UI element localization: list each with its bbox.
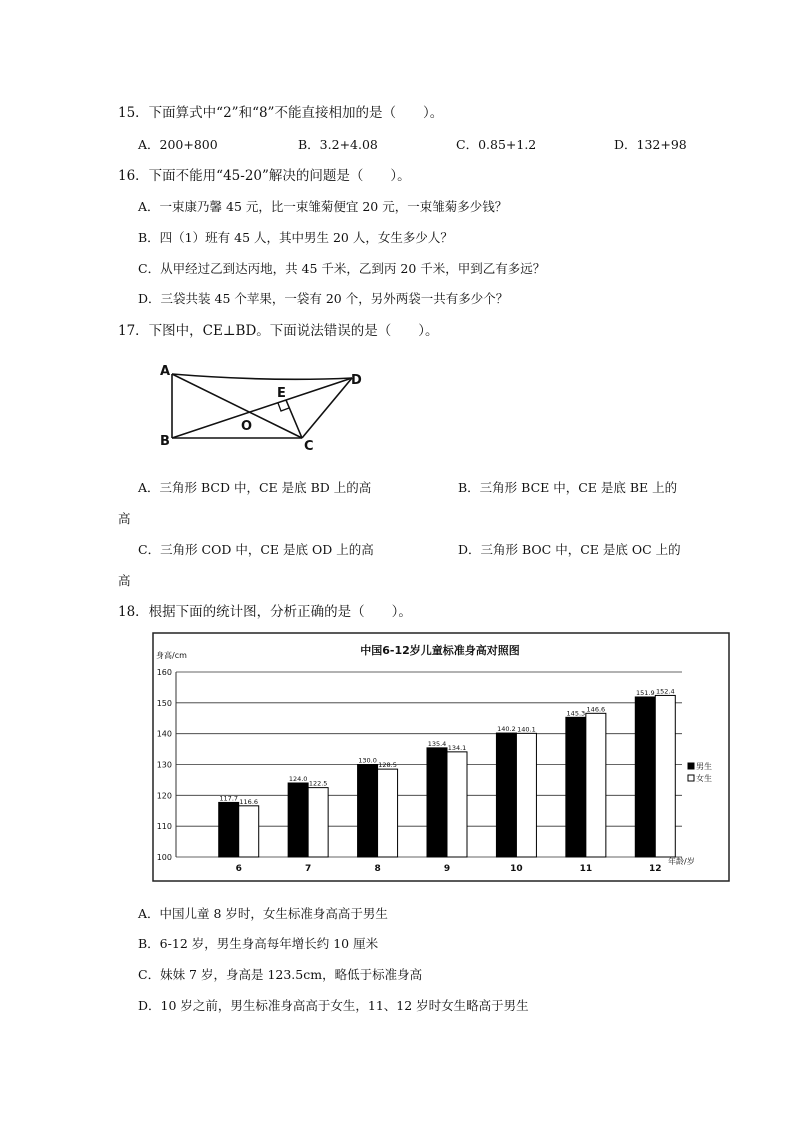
q17-option-b[interactable]: B．三角形 BCE 中，CE 是底 BE 上的 xyxy=(458,480,678,495)
legend-swatch-girls xyxy=(688,775,694,781)
bar-boys-12 xyxy=(635,697,655,857)
q15-option-a[interactable]: A．200+800 xyxy=(138,137,218,152)
q18-option-b[interactable]: B．6-12 岁，男生身高每年增长约 10 厘米 xyxy=(138,936,379,951)
x-tick-label: 12 xyxy=(649,864,662,874)
q16-stem: 16．下面不能用“45-20”解决的问题是（ ）。 xyxy=(118,168,411,184)
q18-stem: 18．根据下面的统计图，分析正确的是（ ）。 xyxy=(118,604,412,620)
bar-value-label: 152.4 xyxy=(655,687,675,696)
label-o: O xyxy=(241,419,253,434)
y-tick-label: 100 xyxy=(156,853,172,862)
bar-boys-9 xyxy=(427,748,447,857)
bar-value-label: 130.0 xyxy=(358,756,377,765)
height-bar-chart xyxy=(152,632,730,882)
y-axis-label: 身高/cm xyxy=(156,651,187,660)
y-tick-label: 110 xyxy=(156,822,172,832)
y-tick-label: 120 xyxy=(156,791,172,801)
segment-ce xyxy=(286,400,302,438)
geometry-figure xyxy=(150,358,380,458)
bar-value-label: 146.6 xyxy=(586,705,606,714)
q17-stem: 17．下图中，CE⊥BD。下面说法错误的是（ ）。 xyxy=(118,323,439,339)
bar-boys-10 xyxy=(496,733,516,857)
bar-value-label: 151.9 xyxy=(635,688,655,697)
q18-option-c[interactable]: C．妹妹 7 岁，身高是 123.5cm，略低于标准身高 xyxy=(138,967,423,982)
label-b: B xyxy=(160,434,170,449)
bar-value-label: 135.4 xyxy=(427,739,447,748)
q18-option-a[interactable]: A．中国儿童 8 岁时，女生标准身高高于男生 xyxy=(138,906,388,921)
bar-value-label: 116.6 xyxy=(239,797,259,806)
label-a: A xyxy=(160,364,171,379)
x-tick-label: 6 xyxy=(235,864,242,874)
legend-swatch-boys xyxy=(688,763,694,769)
x-axis-label: 年龄/岁 xyxy=(668,857,695,866)
bar-value-label: 140.1 xyxy=(517,725,536,734)
diagonal-ac xyxy=(172,374,302,438)
bar-girls-10 xyxy=(516,733,536,857)
q17-option-c[interactable]: C．三角形 COD 中，CE 是底 OD 上的高 xyxy=(138,542,374,557)
q15-stem: 15．下面算式中“2”和“8”不能直接相加的是（ ）。 xyxy=(118,105,444,121)
y-tick-label: 140 xyxy=(156,729,172,739)
bar-boys-8 xyxy=(358,765,378,858)
bar-girls-7 xyxy=(308,788,328,857)
label-e: E xyxy=(277,386,286,401)
bar-value-label: 128.5 xyxy=(378,761,397,770)
q15-option-b[interactable]: B．3.2+4.08 xyxy=(298,137,378,152)
chart-title: 中国6-12岁儿童标准身高对照图 xyxy=(360,644,520,657)
bar-girls-12 xyxy=(655,695,675,857)
bar-girls-6 xyxy=(239,806,259,857)
label-c: C xyxy=(304,439,314,454)
q15-option-c[interactable]: C．0.85+1.2 xyxy=(456,137,537,152)
bar-boys-7 xyxy=(288,783,308,857)
x-tick-label: 8 xyxy=(374,864,381,874)
bar-value-label: 140.2 xyxy=(497,725,516,734)
y-tick-label: 160 xyxy=(156,668,172,677)
q17-option-d[interactable]: D．三角形 BOC 中，CE 是底 OC 上的 xyxy=(458,542,681,557)
bar-value-label: 122.5 xyxy=(308,779,328,788)
x-tick-label: 11 xyxy=(579,864,593,874)
q16-option-c[interactable]: C．从甲经过乙到达丙地，共 45 千米，乙到丙 20 千米，甲到乙有多远？ xyxy=(138,261,546,276)
q16-option-a[interactable]: A．一束康乃馨 45 元，比一束雏菊便宜 20 元，一束雏菊多少钱？ xyxy=(138,199,508,214)
q16-option-d[interactable]: D．三袋共装 45 个苹果，一袋有 20 个，另外两袋一共有多少个？ xyxy=(138,291,509,306)
bar-boys-6 xyxy=(219,802,239,857)
q17-option-d-wrap: 高 xyxy=(118,573,131,588)
q18-option-d[interactable]: D．10 岁之前，男生标准身高高于女生，11、12 岁时女生略高于男生 xyxy=(138,998,529,1013)
x-tick-label: 7 xyxy=(305,864,312,874)
y-tick-label: 130 xyxy=(156,760,172,770)
edge-ad xyxy=(172,374,352,379)
q17-option-b-wrap: 高 xyxy=(118,511,131,526)
bar-value-label: 145.3 xyxy=(566,709,586,718)
label-d: D xyxy=(351,373,362,388)
bar-value-label: 117.7 xyxy=(219,794,239,803)
bar-value-label: 124.0 xyxy=(288,775,308,783)
legend-label-boys: 男生 xyxy=(696,762,712,771)
legend-label-girls: 女生 xyxy=(696,774,712,783)
q17-option-a[interactable]: A．三角形 BCD 中，CE 是底 BD 上的高 xyxy=(138,480,372,495)
x-tick-label: 10 xyxy=(510,864,523,874)
bar-girls-9 xyxy=(447,752,467,857)
y-tick-label: 150 xyxy=(156,698,172,708)
bar-girls-8 xyxy=(378,769,398,857)
x-tick-label: 9 xyxy=(443,864,451,874)
q15-option-d[interactable]: D．132+98 xyxy=(614,137,687,152)
bar-value-label: 134.1 xyxy=(447,743,467,752)
bar-girls-11 xyxy=(586,713,606,857)
bar-boys-11 xyxy=(566,717,586,857)
q16-option-b[interactable]: B．四（1）班有 45 人，其中男生 20 人，女生多少人？ xyxy=(138,230,453,245)
